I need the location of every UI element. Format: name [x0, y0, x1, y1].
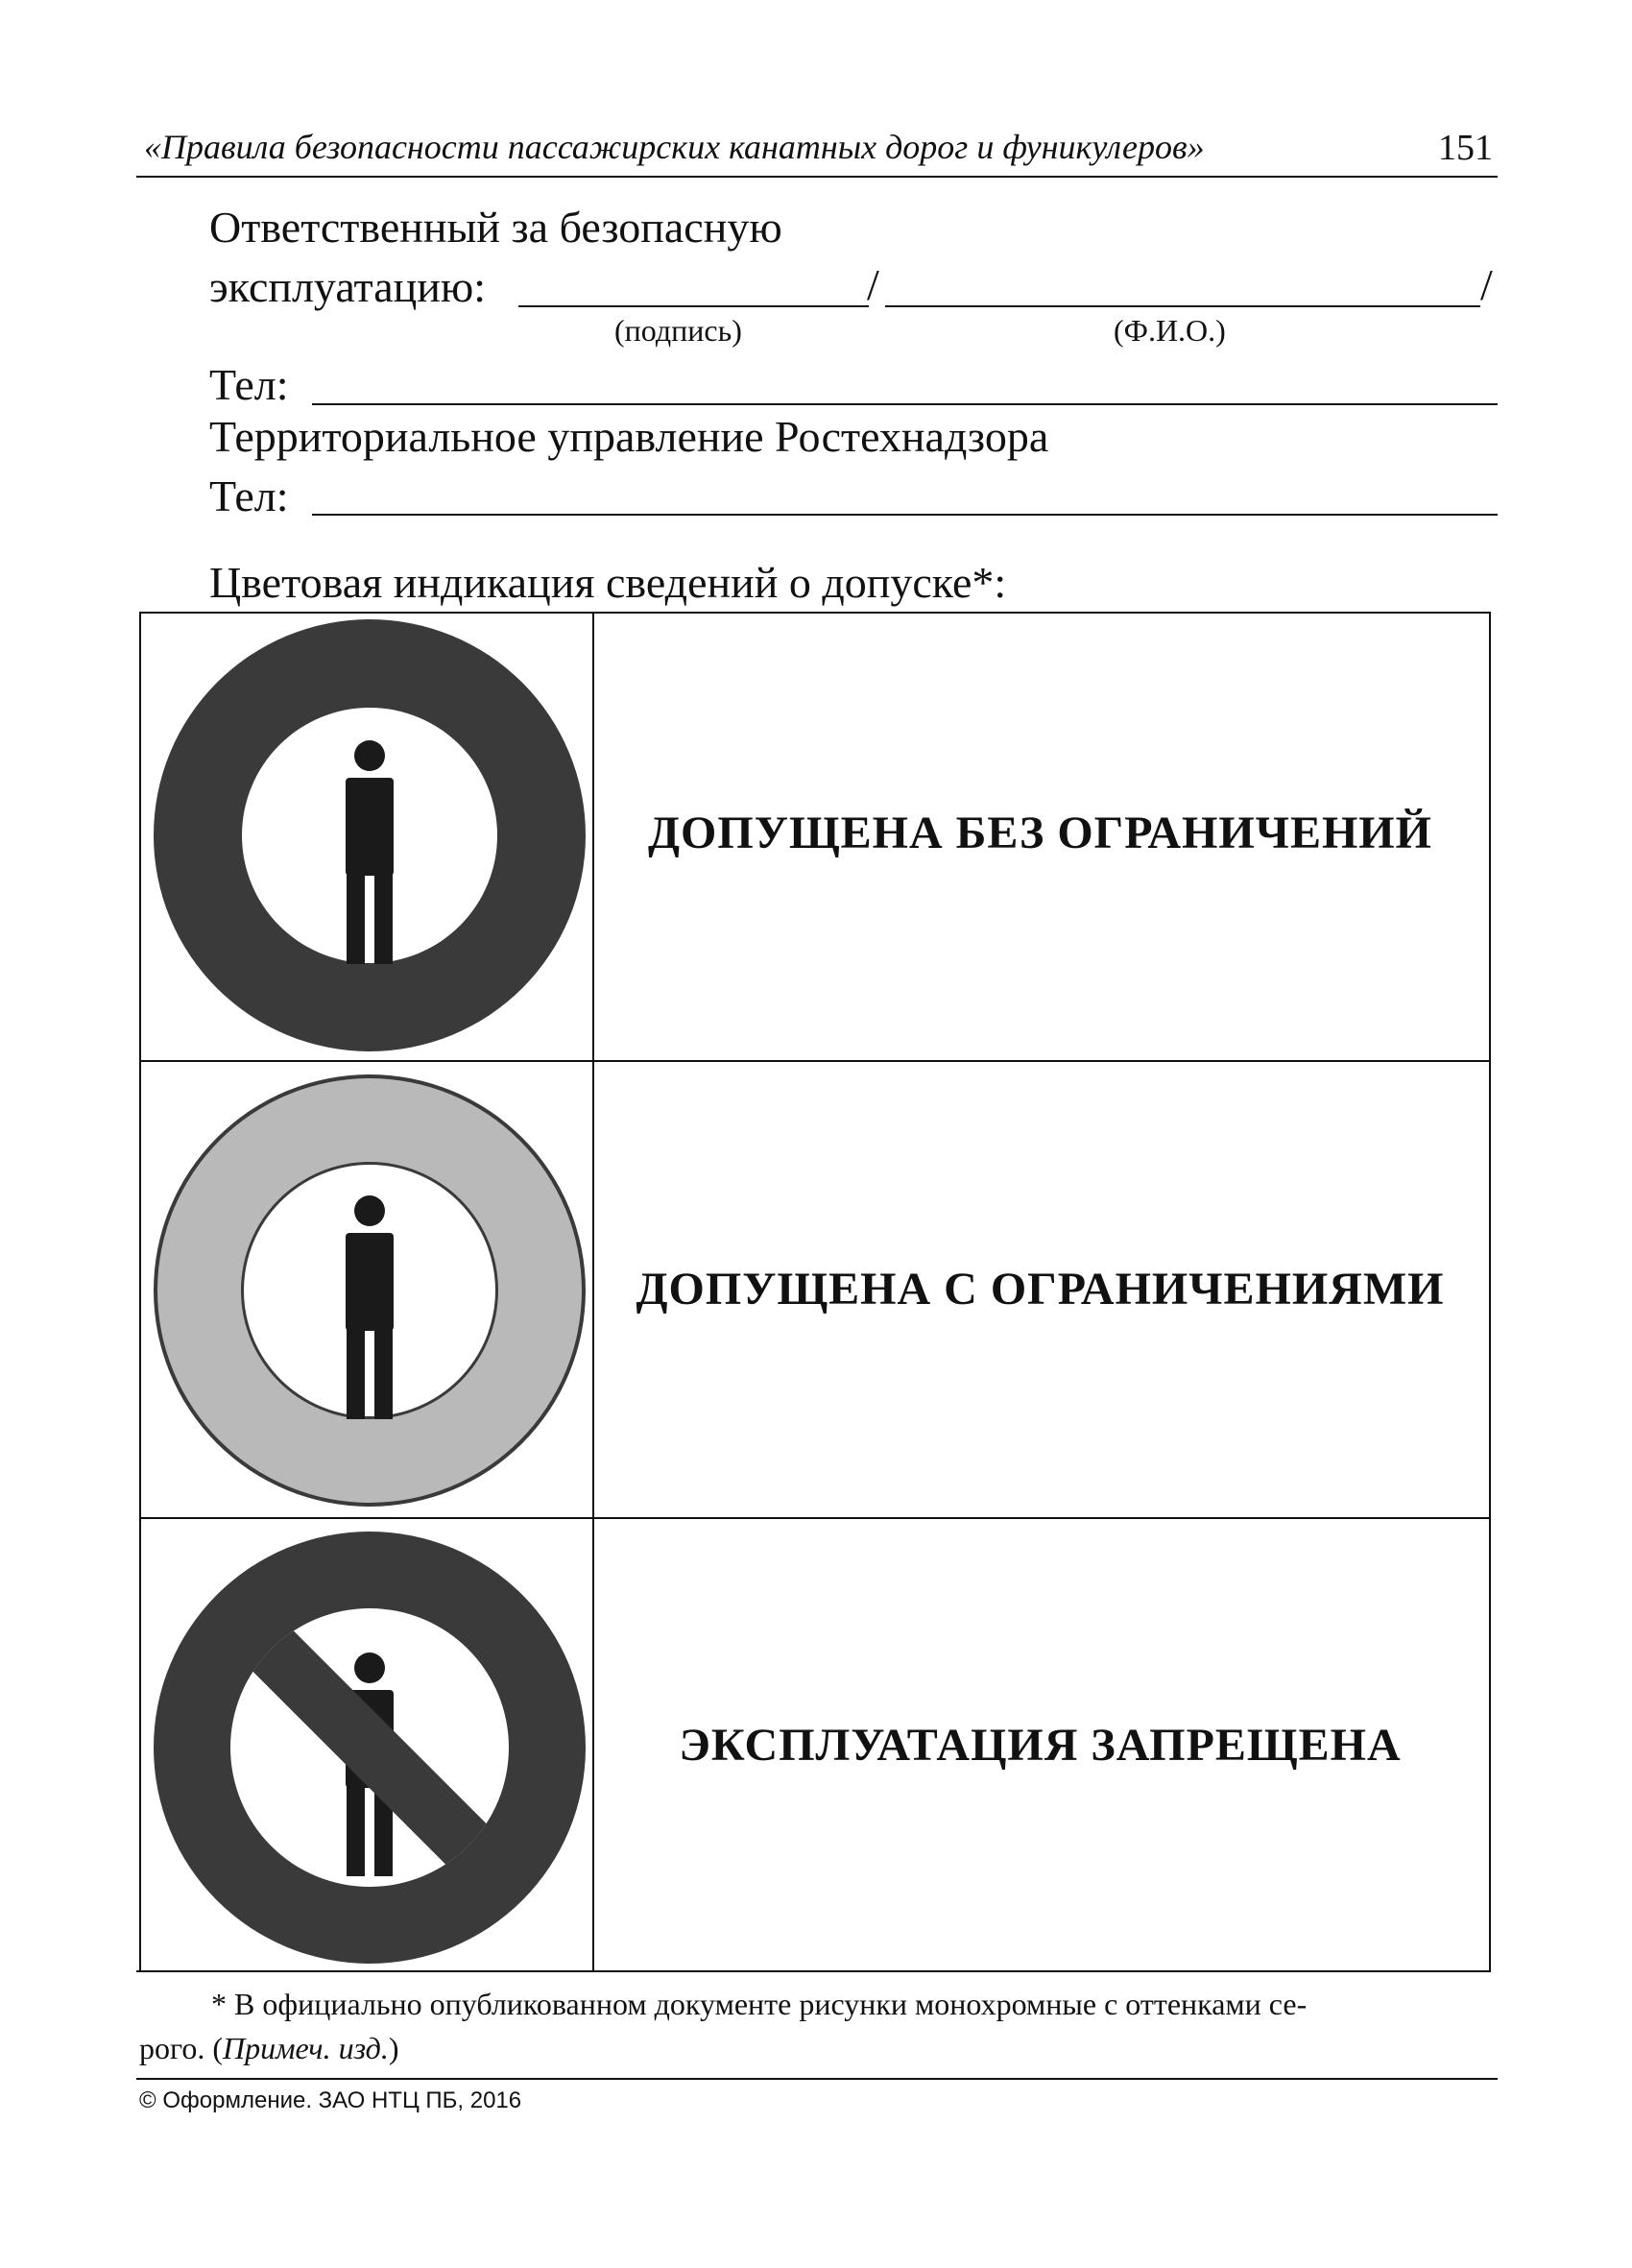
person-prohibited-icon [149, 1527, 590, 1968]
phone-line[interactable] [312, 403, 1498, 405]
footnote-line1 [139, 1982, 1498, 2026]
table-row-divider-2 [139, 1517, 1489, 1519]
person-allowed-icon [149, 615, 590, 1056]
copyright-notice: © Оформление. ЗАО НТЦ ПБ, 2016 [139, 2087, 522, 2113]
footnote-text: В официально опубликованном документе рисунки монохромные с оттенками се- [234, 1987, 1308, 2021]
indication-heading: Цветовая индикация сведений о допуске*: [209, 558, 1007, 607]
footnote-marker: * [211, 1987, 227, 2021]
table-row-divider-1 [139, 1060, 1489, 1062]
footnote-line2: рого. (Примеч. изд.) [139, 2031, 399, 2065]
slash-separator-end: / [1480, 260, 1493, 309]
header-rule [136, 176, 1498, 178]
responsible-label-line1: Ответственный за безопасную [209, 203, 782, 252]
fio-line[interactable] [885, 305, 1480, 307]
status-label-restricted: ДОПУЩЕНА С ОГРАНИЧЕНИЯМИ [636, 1264, 1445, 1315]
footer-rule [136, 2078, 1498, 2080]
footnote [139, 1982, 1498, 2070]
person-restricted-icon [149, 1070, 590, 1511]
status-label-allowed: ДОПУЩЕНА БЕЗ ОГРАНИЧЕНИЙ [648, 808, 1432, 858]
signature-line[interactable] [518, 305, 869, 307]
responsible-label-line2: эксплуатацию: [209, 262, 487, 311]
page-number: 151 [1438, 128, 1493, 168]
running-header-title: «Правила безопасности пассажирских канатных дорог и фуникулеров» [144, 128, 1205, 166]
authority-label: Территориальное управление Ростехнадзора [209, 412, 1049, 461]
table-bottom-rule [136, 1970, 645, 1972]
phone-line-2[interactable] [312, 514, 1498, 516]
phone-label-2: Тел: [209, 471, 289, 520]
slash-separator: / [867, 260, 879, 309]
fio-caption: (Ф.И.О.) [1114, 313, 1226, 348]
phone-label: Тел: [209, 360, 289, 409]
footnote-editor-note: Примеч. изд. [222, 2031, 389, 2065]
signature-caption: (подпись) [614, 313, 742, 348]
status-label-prohibited: ЭКСПЛУАТАЦИЯ ЗАПРЕЩЕНА [679, 1720, 1402, 1771]
